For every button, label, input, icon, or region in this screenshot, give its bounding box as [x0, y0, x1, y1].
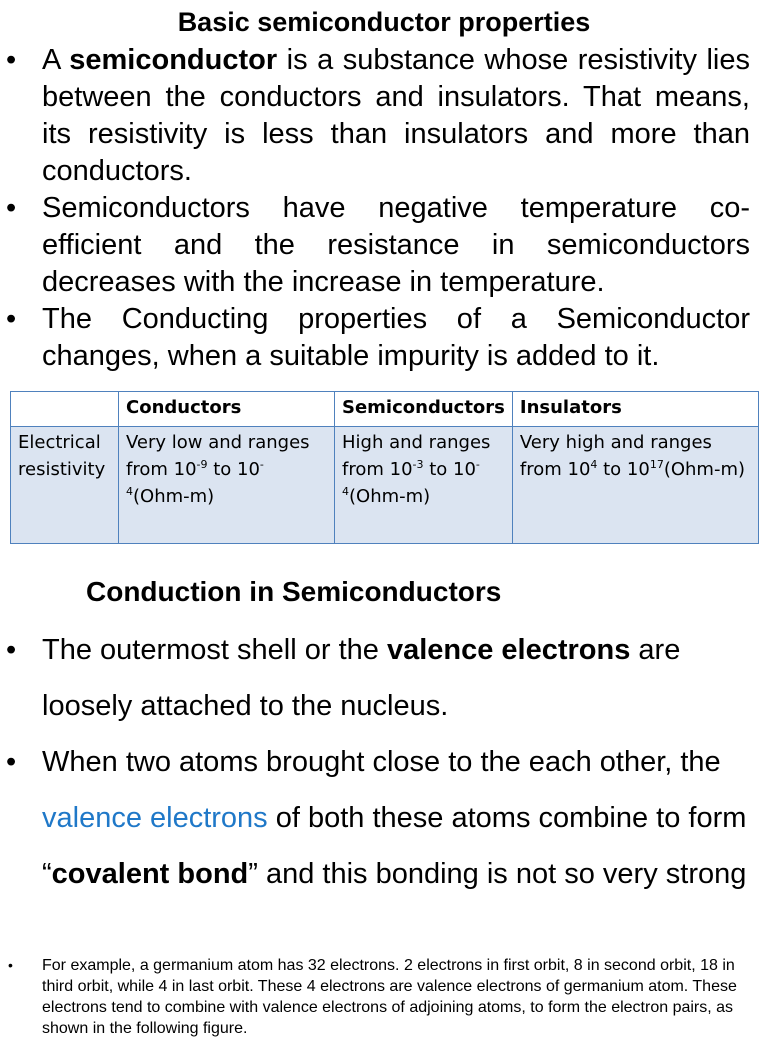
- table-cell-conductors: [119, 427, 335, 544]
- cell-text: Very low and ranges from 10: [126, 432, 310, 480]
- bullet-text-pre: When two atoms brought close to the each other, the: [42, 746, 721, 778]
- resistivity-table: [10, 391, 759, 544]
- row-label-cell: Electrical resistivity: [11, 427, 119, 544]
- exponent: -3: [412, 458, 424, 471]
- exponent: 4: [590, 458, 598, 471]
- table-header-cell: [11, 392, 119, 427]
- bullet-icon: •: [6, 746, 17, 778]
- bullet-text: Semiconductors have negative temperature co-efficient and the resistance in semiconductors decreases with the increase in temperature.: [42, 192, 750, 298]
- bullet-text-mid: of both these atoms combine to form “: [42, 802, 747, 890]
- bullet-icon: •: [6, 634, 17, 666]
- cell-text: (Ohm-m): [349, 486, 431, 507]
- bullet-icon: •: [8, 957, 13, 973]
- list-item: [6, 734, 750, 902]
- table-header-cell: Semiconductors: [335, 392, 513, 427]
- properties-list: [6, 42, 750, 375]
- bullet-bold-term: covalent bond: [51, 858, 249, 890]
- list-item: [6, 190, 750, 301]
- table-header-cell: Insulators: [512, 392, 758, 427]
- table-cell-insulators: [512, 427, 758, 544]
- cell-text: to 10: [423, 459, 476, 480]
- valence-electrons-link[interactable]: valence electrons: [42, 802, 268, 834]
- bullet-bold-term: semiconductor: [69, 44, 278, 76]
- page-title: Basic semiconductor properties: [177, 7, 591, 37]
- bullet-text-post: are loosely attached to the nucleus.: [42, 634, 681, 722]
- exponent: -4: [342, 458, 480, 498]
- exponent: -9: [196, 458, 208, 471]
- table-row: [11, 427, 759, 544]
- cell-text: Very high and ranges from 10: [519, 432, 712, 480]
- cell-text: High and ranges from 10: [342, 432, 491, 480]
- cell-text: (Ohm-m): [663, 459, 746, 480]
- exponent: -4: [126, 458, 264, 498]
- bullet-icon: •: [6, 44, 17, 76]
- bullet-icon: •: [6, 303, 17, 335]
- table-cell-semiconductors: [335, 427, 513, 544]
- example-note: [8, 955, 742, 1039]
- list-item: [6, 42, 750, 190]
- list-item: [6, 301, 750, 375]
- cell-text: to 10: [207, 459, 260, 480]
- bullet-text-post: ” and this bonding is not so very strong: [248, 858, 747, 890]
- bullet-text: The Conducting properties of a Semiconductor changes, when a suitable impurity is added to it.: [42, 303, 750, 372]
- section-heading: Conduction in Semiconductors: [86, 576, 502, 607]
- exponent: 17: [649, 458, 664, 471]
- bullet-text-pre: A: [42, 44, 70, 76]
- note-text: For example, a germanium atom has 32 electrons. 2 electrons in first orbit, 8 in second orbit, 18 in third orbit, while 4 in last orbit. These 4 electrons are valence electrons of germanium atom. These electrons tend to combine with valence electrons of adjoining atoms, to form the electron pairs, as shown in the following figure.: [42, 957, 737, 1037]
- bullet-bold-term: valence electrons: [386, 634, 631, 666]
- conduction-list: [6, 622, 750, 902]
- cell-text: to 10: [597, 459, 650, 480]
- bullet-text-pre: The outermost shell or the: [42, 634, 387, 666]
- table-header-cell: Conductors: [119, 392, 335, 427]
- list-item: [6, 622, 750, 734]
- bullet-text-post: is a substance whose resistivity lies between the conductors and insulators. That means, its resistivity is less than insulators and more than conductors.: [42, 44, 750, 187]
- bullet-icon: •: [6, 192, 17, 224]
- table-header-row: [11, 392, 759, 427]
- cell-text: (Ohm-m): [133, 486, 215, 507]
